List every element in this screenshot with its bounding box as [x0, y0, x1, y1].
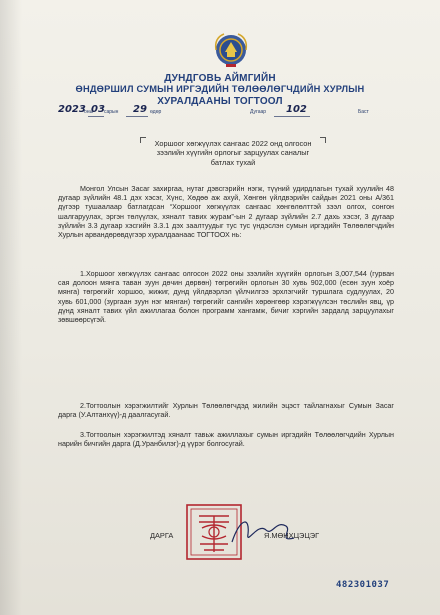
aimag-title: ДУНДГОВЬ АЙМГИЙН [164, 73, 276, 84]
subject-bracket-right [320, 137, 326, 143]
date-day: 29 [133, 104, 147, 115]
council-title: ӨНДӨРШИЛ СУМЫН ИРГЭДИЙН ТӨЛӨӨЛӨГЧДИЙН ХУРЛЫН [75, 84, 365, 94]
subject-line-1: Хоршоог хөгжүүлэх сангаас 2022 онд олгосон [154, 139, 312, 148]
signatory-name: Я.МӨНХЦЭЦЭГ [264, 531, 320, 540]
date-number-line [58, 104, 388, 120]
subject-line-3: батлах тухай [210, 157, 256, 167]
document-type-title: ХУРАЛДААНЫ ТОГТООЛ [157, 96, 283, 107]
signatory-title: ДАРГА [150, 531, 174, 540]
date-year-label: оны [84, 109, 94, 115]
number-label: Дугаар [250, 109, 267, 115]
resolution-item-2: 2.Тогтоолын хэрэгжилтийг Хурлын Төлөөлөгчдэд жилийн эцэст тайлагнахыг Сумын Засаг дарга (У.Алтанхүү)-д даалгасугай. [58, 402, 394, 420]
issue-place: Баст [358, 109, 369, 115]
state-emblem-icon [212, 30, 250, 70]
resolution-item-3: 3.Тогтоолын хэрэгжилтэд хяналт тавьж ажиллахыг сумын иргэдийн Төлөөлөгчдийн Хурлын нарийн бичгийн дарга (Д.Уранбилэг)-д үүрэг болгосугай. [58, 431, 394, 449]
date-month-label: сарын [104, 109, 119, 115]
subject-bracket-left [140, 137, 146, 143]
date-month: 03 [91, 104, 105, 115]
subject-line-2: зээлийн хүүгийн орлогыг зарцуулах саналыг [156, 148, 310, 158]
document-subject [148, 139, 318, 167]
preamble-paragraph: Монгол Улсын Засаг захиргаа, нутаг дэвсгэрийн нэгж, түүний удирдлагын тухай хуулийн 48 дугаар зүйлийн 48.1 дэх хэсэг, Хүнс, Хөдөө аж ахуй, Хөнгөн үйлдвэрийн сайдын 2021 оны А/361 дүгээр тушаалаар батлагдсан “Хоршоог хөгжүүлэх сангаас хөнгөлөлттэй зээл олгох, сонгон шалгаруулах, эргэн төлүүлэх, хяналт тавих журам”-ын 2 дугаар зүйлийн 2.7 дахь хэсэг, 3 дугаар зүйлийн 3.3 дугаар хэсгийн 3.3.1 дэх заалтуудыг тус тус үндэслэн сумын иргэдийн Төлөөлөгчдийн Хурлын арвандөрөвдүгээр хуралдаанаас ТОГТООХ нь: [58, 185, 394, 240]
date-year: 2023 [58, 104, 86, 115]
date-day-label: өдөр [150, 109, 162, 115]
resolution-item-1: 1.Хоршоог хөгжүүлэх сангаас олгосон 2022 оны зээлийн хүүгийн орлогын 3,007,544 (гурван сая долоон мянга таван зуун дөчин дөрвөн) төгрөгийн орлогын 30 хувь 902,000 (есөн зуун хоёр мянга) төгрөгийг хоршоо, жижиг, дунд үйлдвэрлэл үйлчилгээ эрхлэгчийг туршлага судлуулах, 20 хувь 601,000 (зургаан зуун нэг мянган) төгрөгийг сангийн хөрөнгөөр хэрэгжүүлсэн төслийн явц, үр дүнд хяналт тавих үйл ажиллагаа болон программ хангамж, бичиг хэргийн зардалд зарцуулахыг зөвшөөрсүгэй. [58, 270, 394, 325]
document-serial-number: 482301037 [336, 580, 390, 590]
document-number: 102 [286, 104, 307, 115]
